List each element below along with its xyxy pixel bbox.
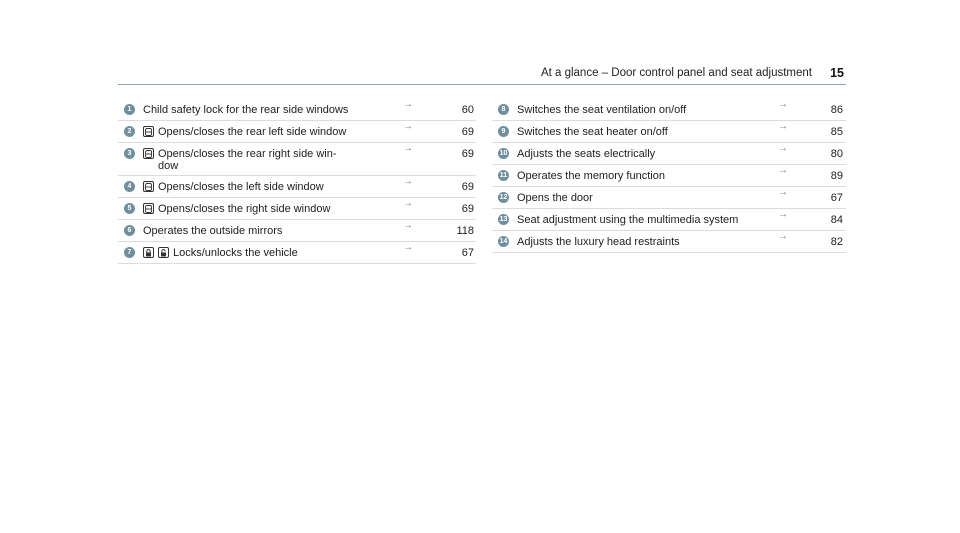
item-description: Seat adjustment using the multimedia system (517, 214, 739, 226)
page-reference[interactable]: 84 (830, 214, 843, 226)
item-number-badge: 10 (499, 150, 508, 157)
arrow-icon: → (778, 143, 788, 154)
arrow-icon: → (403, 242, 413, 253)
item-number-badge: 11 (499, 172, 508, 179)
item-description: Adjusts the luxury head restraints (517, 236, 680, 248)
item-number-badge: 2 (124, 126, 135, 137)
page-reference[interactable]: 82 (830, 236, 843, 248)
item-description: Adjusts the seats electrically (517, 148, 656, 160)
page-number: 15 (830, 66, 844, 80)
left-column (118, 99, 476, 264)
list-item (118, 176, 476, 198)
item-description: Switches the seat ventilation on/off (517, 104, 687, 116)
item-description: Operates the outside mirrors (143, 225, 283, 237)
list-item (492, 231, 846, 253)
lock-icon (143, 247, 154, 258)
item-description: Child safety lock for the rear side windows (143, 104, 349, 116)
list-item (118, 242, 476, 264)
window-switch-icon (143, 148, 154, 159)
page-reference[interactable]: 86 (830, 104, 843, 116)
item-number-badge: 3 (124, 148, 135, 159)
item-description: Switches the seat heater on/off (517, 126, 668, 138)
page-reference[interactable]: 118 (456, 225, 474, 237)
item-number-badge: 7 (124, 247, 135, 258)
list-item (118, 121, 476, 143)
item-number-badge: 13 (499, 216, 508, 223)
arrow-icon: → (778, 99, 788, 110)
list-item (118, 220, 476, 242)
page-header (118, 66, 846, 85)
page-title: At a glance – Door control panel and seat adjustment (540, 67, 812, 79)
list-item (492, 143, 846, 165)
page-reference[interactable]: 85 (830, 126, 843, 138)
page-reference[interactable]: 89 (830, 170, 843, 182)
item-number-badge: 8 (498, 104, 509, 115)
window-switch-icon (143, 181, 154, 192)
arrow-icon: → (778, 121, 788, 132)
list-item (118, 198, 476, 220)
item-description: Opens/closes the rear left side window (158, 126, 347, 138)
arrow-icon: → (403, 143, 413, 154)
list-item (118, 99, 476, 121)
arrow-icon: → (403, 198, 413, 209)
arrow-icon: → (778, 209, 788, 220)
page-reference[interactable]: 69 (461, 203, 474, 215)
page-reference[interactable]: 67 (830, 192, 843, 204)
list-item (118, 143, 476, 176)
item-description: Opens the door (517, 192, 593, 204)
item-number-badge: 6 (124, 225, 135, 236)
item-number-badge: 12 (499, 194, 508, 201)
arrow-icon: → (403, 99, 413, 110)
item-number-badge: 9 (498, 126, 509, 137)
list-item (492, 121, 846, 143)
page-reference[interactable]: 60 (461, 104, 474, 116)
page-reference[interactable]: 69 (461, 126, 474, 138)
arrow-icon: → (778, 165, 788, 176)
arrow-icon: → (403, 121, 413, 132)
window-switch-icon (143, 203, 154, 214)
page-reference[interactable]: 69 (461, 148, 474, 160)
item-description: Opens/closes the left side window (158, 181, 324, 193)
arrow-icon: → (403, 220, 413, 231)
unlock-icon (158, 247, 169, 258)
window-switch-icon (143, 126, 154, 137)
item-number-badge: 4 (124, 181, 135, 192)
page-reference[interactable]: 69 (461, 181, 474, 193)
item-description: Opens/closes the rear right side win- dow (158, 148, 337, 172)
item-number-badge: 5 (124, 203, 135, 214)
list-item (492, 99, 846, 121)
list-item (492, 209, 846, 231)
item-description: Operates the memory function (517, 170, 665, 182)
arrow-icon: → (778, 231, 788, 242)
item-number-badge: 14 (499, 238, 508, 245)
item-number-badge: 1 (124, 104, 135, 115)
item-description: Locks/unlocks the vehicle (173, 247, 298, 259)
page-reference[interactable]: 67 (461, 247, 474, 259)
list-item (492, 187, 846, 209)
arrow-icon: → (403, 176, 413, 187)
item-description: Opens/closes the right side window (158, 203, 331, 215)
page-reference[interactable]: 80 (830, 148, 843, 160)
right-column (492, 99, 846, 253)
arrow-icon: → (778, 187, 788, 198)
list-item (492, 165, 846, 187)
